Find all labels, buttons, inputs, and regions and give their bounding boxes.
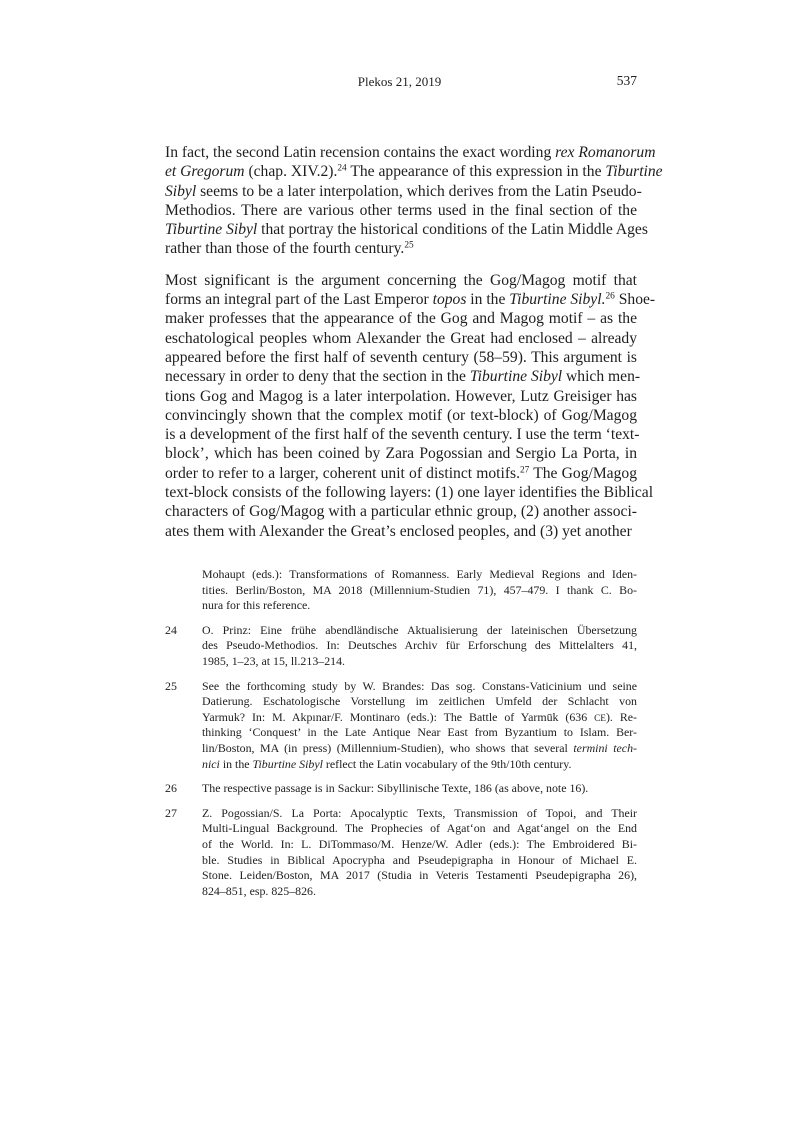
text-line — [202, 567, 637, 583]
text-line — [165, 406, 637, 425]
text-run: eschatological peoples whom Alexander the Great had enclosed – already — [165, 329, 637, 347]
text-run: lin/Boston, MA (in press) (Millennium-Studien), who shows that several — [202, 740, 574, 755]
italic-text: Tiburtine Sibyl. — [509, 291, 606, 309]
text-line — [202, 725, 637, 741]
text-run: which men- — [562, 368, 641, 386]
text-run: rather than those of the fourth century. — [165, 240, 405, 258]
text-run: in the — [466, 291, 510, 309]
text-line — [165, 387, 637, 406]
text-run: Most significant is the argument concerning the Gog/Magog motif that — [165, 271, 637, 289]
footnote-number: 25 — [165, 678, 177, 693]
text-run: seems to be a later interpolation, which derives from the Latin Pseudo- — [196, 182, 642, 200]
text-run: maker professes that the appearance of the Gog and Magog motif – as the — [165, 310, 637, 328]
text-line — [202, 868, 637, 884]
text-line — [202, 757, 637, 773]
small-caps-text: CE — [594, 713, 606, 724]
footnote-reference: 24 — [337, 163, 347, 174]
text-line — [202, 654, 637, 670]
italic-text: Tiburtine Sibyl — [165, 221, 258, 239]
text-run: Datierung. Eschatologische Vorstellung im zeitlichen Umfeld der Schlacht von — [202, 694, 637, 709]
text-line — [165, 522, 637, 541]
text-run: Stone. Leiden/Boston, MA 2017 (Studia in Veteris Testamenti Pseudepigrapha 26), — [202, 868, 637, 883]
text-line — [165, 309, 637, 328]
page-number: 537 — [616, 73, 637, 88]
text-line — [165, 239, 637, 258]
text-line — [165, 367, 641, 386]
footnote-number: 24 — [165, 622, 177, 637]
italic-text: termini tech- — [573, 740, 637, 755]
text-run: (chap. XIV.2). — [244, 163, 338, 181]
text-line — [202, 741, 637, 757]
text-run: ble. Studies in Biblical Apocrypha and Pseudepigrapha in Honour of Michael E. — [202, 852, 637, 867]
text-line — [202, 821, 637, 837]
text-run: text-block consists of the following layers: (1) one layer identifies the Biblical — [165, 484, 654, 502]
italic-text: nici — [202, 756, 220, 771]
text-line — [202, 583, 637, 599]
journal-title: Plekos 21, 2019 — [357, 74, 442, 89]
text-run: Yarmuk? In: M. Akpınar/F. Montinaro (eds.): The Battle of Yarmūk (636 — [202, 709, 595, 724]
text-line — [202, 638, 637, 654]
text-line — [165, 464, 637, 483]
italic-text: Sibyl — [165, 182, 197, 200]
text-run: tities. Berlin/Boston, MA 2018 (Millennium-Studien 71), 457–479. I thank C. Bo- — [202, 582, 637, 597]
text-run: that portray the historical conditions of the Latin Middle Ages — [257, 221, 648, 239]
text-run: convincingly shown that the complex motif (or text-block) of Gog/Magog — [165, 406, 637, 424]
text-line — [202, 694, 637, 710]
text-run: appeared before the first half of seventh century (58–59). This argument is — [165, 348, 637, 366]
text-run: The respective passage is in Sackur: Sibyllinische Texte, 186 (as above, note 16). — [202, 781, 589, 796]
text-line — [165, 329, 637, 348]
text-run: 1985, 1–23, at 15, ll.213–214. — [202, 653, 346, 668]
text-run: Mohaupt (eds.): Transformations of Romanness. Early Medieval Regions and Iden- — [202, 567, 637, 581]
text-run: 824–851, esp. 825–826. — [202, 883, 316, 898]
footnote-number: 27 — [165, 805, 177, 820]
paragraph — [165, 143, 663, 259]
footnote — [165, 806, 637, 900]
italic-text: rex Romanorum — [555, 144, 656, 161]
footnote-reference: 25 — [404, 240, 414, 251]
text-line — [165, 425, 640, 444]
main-text — [165, 143, 663, 553]
text-run: ). Re- — [605, 709, 637, 724]
text-line — [202, 710, 637, 726]
text-run: necessary in order to deny that the section in the — [165, 368, 470, 386]
text-run: in the — [219, 756, 253, 771]
text-run: Multi-Lingual Background. The Prophecies of Agat‘on and Agat‘angel on the End — [202, 821, 637, 836]
text-line — [165, 162, 663, 181]
text-run: block’, which has been coined by Zara Pogossian and Sergio La Porta, in — [165, 445, 637, 463]
footnote-reference: 27 — [520, 465, 530, 476]
italic-text: Tiburtine Sibyl — [252, 756, 323, 771]
paragraph — [165, 271, 656, 541]
text-run: ates them with Alexander the Great’s enclosed peoples, and (3) yet another — [165, 522, 632, 540]
text-line — [202, 623, 637, 639]
italic-text: topos — [432, 291, 467, 309]
text-run: characters of Gog/Magog with a particular ethnic group, (2) another associ- — [165, 503, 637, 521]
italic-text: et Gregorum — [165, 163, 245, 181]
text-line — [165, 143, 656, 162]
text-run: des Pseudo-Methodios. In: Deutsches Archiv für Erforschung des Mittelalters 41, — [202, 638, 637, 653]
text-line — [202, 806, 637, 822]
footnote-reference: 26 — [605, 291, 615, 302]
footnote — [165, 679, 637, 773]
text-run: Methodios. There are various other terms used in the final section of the — [165, 201, 637, 219]
italic-text: Tiburtine — [605, 163, 663, 181]
text-run: The appearance of this expression in the — [346, 163, 606, 181]
text-run: O. Prinz: Eine frühe abendländische Aktualisierung der lateinischen Übersetzung — [202, 622, 637, 637]
text-line — [202, 679, 637, 695]
text-line — [165, 182, 642, 201]
text-line — [202, 884, 637, 900]
text-run: nura for this reference. — [202, 598, 311, 613]
text-line — [202, 598, 637, 614]
italic-text: Tiburtine Sibyl — [469, 368, 563, 386]
text-line — [165, 271, 637, 290]
text-run: In fact, the second Latin recension contains the exact wording — [165, 144, 556, 161]
text-run: forms an integral part of the Last Emperor — [165, 291, 433, 309]
text-line — [165, 502, 637, 521]
text-line — [165, 201, 637, 220]
text-line — [165, 483, 654, 502]
text-run: thinking ‘Conquest’ in the Late Antique Near East from Byzantium to Islam. Ber- — [202, 725, 637, 740]
footnote-number: 26 — [165, 781, 177, 796]
text-line — [165, 348, 637, 367]
text-line — [165, 220, 648, 239]
footnote — [165, 623, 637, 670]
text-run: tions Gog and Magog is a later interpolation. However, Lutz Greisiger has — [165, 387, 637, 405]
text-run: The Gog/Magog — [529, 464, 637, 482]
text-run: See the forthcoming study by W. Brandes: Das sog. Constans-Vaticinium und seine — [202, 678, 637, 693]
text-line — [165, 290, 656, 309]
footnotes — [165, 567, 637, 908]
text-line — [202, 837, 637, 853]
text-run: order to refer to a larger, coherent unit of distinct motifs. — [165, 464, 520, 482]
text-run: of the World. In: L. DiTommaso/M. Henze/W. Adler (eds.): The Embroidered Bi- — [202, 836, 637, 851]
footnote — [165, 781, 637, 797]
footnote — [165, 567, 637, 614]
text-run: Shoe- — [614, 291, 656, 309]
text-run: reflect the Latin vocabulary of the 9th/10th century. — [322, 756, 572, 771]
text-line — [165, 444, 637, 463]
text-run: Z. Pogossian/S. La Porta: Apocalyptic Texts, Transmission of Topoi, and Their — [202, 805, 637, 820]
text-line — [202, 781, 637, 797]
text-line — [202, 853, 637, 869]
text-run: is a development of the first half of the seventh century. I use the term ‘text- — [165, 426, 640, 444]
